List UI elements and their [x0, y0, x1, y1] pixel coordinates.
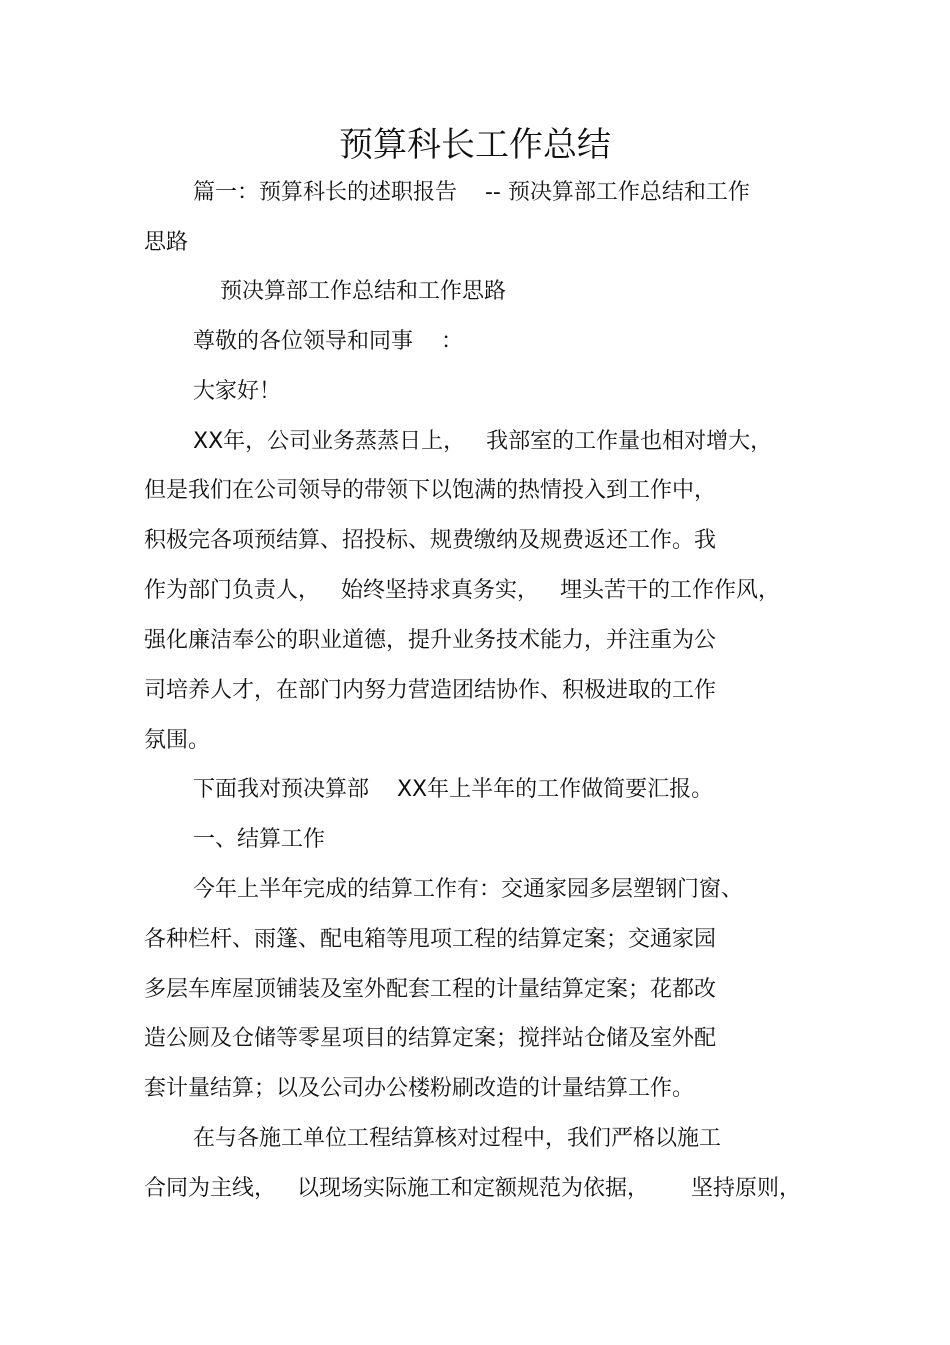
paragraph-line: 今年上半年完成的结算工作有：交通家园多层塑钢门窗、 [193, 877, 744, 902]
paragraph-line: 作为部门负责人， 始终坚持求真务实， 埋头苦干的工作作风， [144, 578, 780, 603]
paragraph-line: 造公厕及仓储等零星项目的结算定案；搅拌站仓储及室外配 [144, 1026, 717, 1051]
paragraph-line: 积极完各项预结算、招投标、规费缴纳及规费返还工作。我 [144, 528, 717, 553]
subtitle: 预决算部工作总结和工作思路 [220, 279, 507, 304]
paragraph-line: XX年，公司业务蒸蒸日上， 我部室的工作量也相对增大， [193, 429, 773, 454]
paragraph-line: 司培养人才，在部门内努力营造团结协作、积极进取的工作 [144, 678, 717, 703]
paragraph-line: 合同为主线， 以现场实际施工和定额规范为依据， 坚持原则， [144, 1176, 801, 1201]
section-heading: 一、结算工作 [193, 827, 326, 852]
paragraph-line: 强化廉洁奉公的职业道德，提升业务技术能力，并注重为公 [144, 628, 717, 653]
paragraph-line: 在与各施工单位工程结算核对过程中，我们严格以施工 [193, 1126, 722, 1151]
salutation: 尊敬的各位领导和同事 ： [193, 329, 463, 354]
paragraph-line: 各种栏杆、雨篷、配电箱等甩项工程的结算定案；交通家园 [144, 927, 717, 952]
document-title: 预算科长工作总结 [339, 125, 611, 165]
heading-line-1: 篇一：预算科长的述职报告 -- 预决算部工作总结和工作 [193, 180, 750, 205]
paragraph-line: 套计量结算；以及公司办公楼粉刷改造的计量结算工作。 [144, 1076, 695, 1101]
heading-line-2: 思路 [144, 230, 189, 255]
paragraph-line: 氛围。 [144, 728, 211, 753]
paragraph-line: 但是我们在公司领导的带领下以饱满的热情投入到工作中， [144, 478, 717, 503]
greeting: 大家好！ [193, 379, 282, 404]
paragraph-line: 多层车库屋顶铺装及室外配套工程的计量结算定案；花都改 [144, 977, 717, 1002]
paragraph-line: 下面我对预决算部 XX年上半年的工作做简要汇报。 [193, 777, 714, 802]
